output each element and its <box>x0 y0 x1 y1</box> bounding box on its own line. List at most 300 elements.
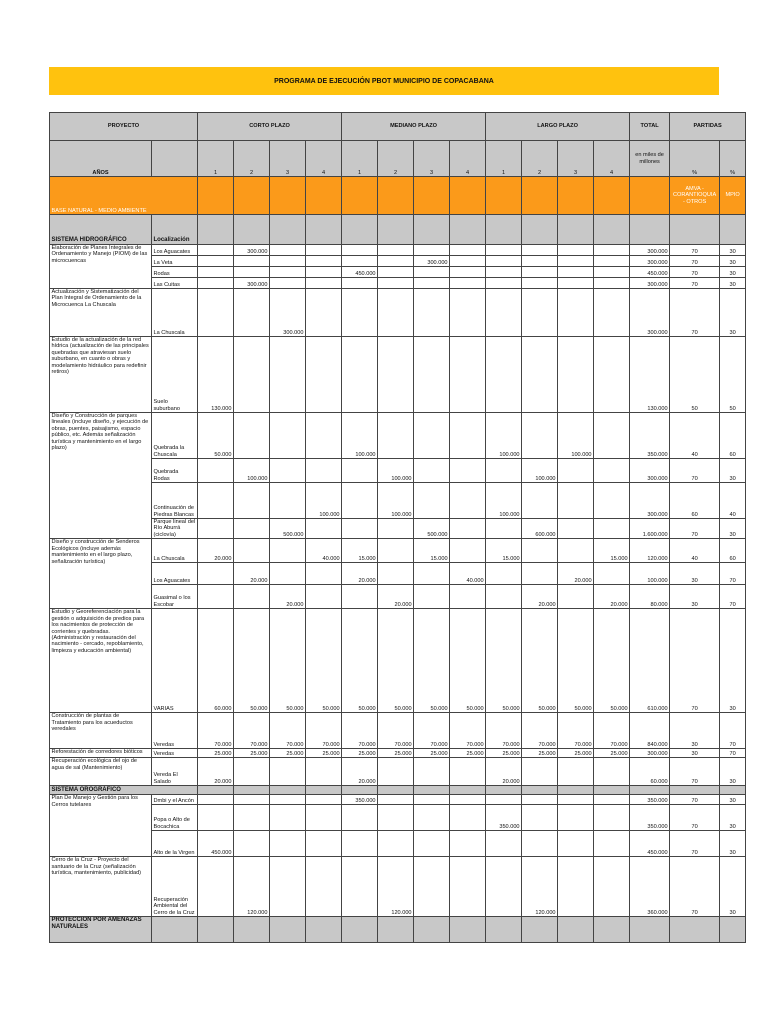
partida-amva-cell: 70 <box>670 459 720 483</box>
header-year: 3 <box>414 141 450 177</box>
section-base-natural: BASE NATURAL - MEDIO AMBIENTE <box>50 177 198 215</box>
amount-cell <box>234 805 270 831</box>
amount-cell: 500.000 <box>414 519 450 539</box>
amount-cell <box>270 758 306 786</box>
amount-cell <box>558 289 594 337</box>
amount-cell <box>234 539 270 563</box>
amount-cell: 300.000 <box>414 256 450 267</box>
amount-cell <box>522 758 558 786</box>
amount-cell: 20.000 <box>342 563 378 585</box>
amount-cell <box>414 245 450 256</box>
amount-cell: 20.000 <box>558 563 594 585</box>
amount-cell <box>306 857 342 917</box>
amount-cell <box>450 245 486 256</box>
location: Quebrada Rodas <box>152 459 198 483</box>
amount-cell <box>234 519 270 539</box>
table-row <box>50 749 746 758</box>
execution-table <box>49 112 746 943</box>
amount-cell <box>306 795 342 805</box>
amount-cell <box>414 585 450 609</box>
amount-cell: 20.000 <box>486 758 522 786</box>
partida-amva-cell: 40 <box>670 539 720 563</box>
amount-cell: 70.000 <box>342 713 378 749</box>
location: La Chuscala <box>152 539 198 563</box>
project-name: Plan De Manejo y Gestión para los Cerros tutelares <box>50 795 152 857</box>
document-title: PROGRAMA DE EJECUCIÓN PBOT MUNICIPIO DE COPACABANA <box>49 67 719 95</box>
amount-cell: 120.000 <box>522 857 558 917</box>
amount-cell <box>414 459 450 483</box>
amount-cell <box>558 831 594 857</box>
amount-cell <box>522 337 558 413</box>
location: Las Cuitas <box>152 278 198 289</box>
amount-cell <box>594 413 630 459</box>
partida-mpio-cell: 70 <box>720 585 746 609</box>
partida-mpio-cell: 70 <box>720 749 746 758</box>
amount-cell: 70.000 <box>594 713 630 749</box>
header-year: 1 <box>342 141 378 177</box>
amount-cell: 70.000 <box>558 713 594 749</box>
partida-mpio-cell: 30 <box>720 459 746 483</box>
table-row <box>50 289 746 337</box>
amount-cell: 70.000 <box>198 713 234 749</box>
total-cell: 350.000 <box>630 795 670 805</box>
location: La Chuscala <box>152 289 198 337</box>
table-row <box>50 267 746 278</box>
amount-cell <box>486 795 522 805</box>
amount-cell <box>558 539 594 563</box>
header-miles: en miles de millones <box>630 141 670 177</box>
header-partidas: PARTIDAS <box>670 113 746 141</box>
table-row <box>50 795 746 805</box>
partida-amva-cell: 40 <box>670 413 720 459</box>
location: Los Aguacates <box>152 245 198 256</box>
location: Quebrada la Chuscala <box>152 413 198 459</box>
amount-cell <box>198 857 234 917</box>
amount-cell <box>450 483 486 519</box>
section-proteccion-amenazas: PROTECCIÓN POR AMENAZAS NATURALES <box>50 917 152 943</box>
partida-amva-cell: 70 <box>670 758 720 786</box>
project-name: Reforestación de corredores bióticos <box>50 749 152 758</box>
partida-mpio-cell: 30 <box>720 278 746 289</box>
amount-cell <box>558 795 594 805</box>
amount-cell <box>594 857 630 917</box>
amount-cell <box>198 585 234 609</box>
amount-cell: 25.000 <box>522 749 558 758</box>
amount-cell <box>450 413 486 459</box>
amount-cell <box>234 585 270 609</box>
table-row <box>50 459 746 483</box>
amount-cell <box>486 267 522 278</box>
partida-mpio-cell: 30 <box>720 289 746 337</box>
amount-cell: 25.000 <box>450 749 486 758</box>
amount-cell: 70.000 <box>450 713 486 749</box>
header-year: 2 <box>234 141 270 177</box>
amount-cell <box>234 795 270 805</box>
amount-cell: 20.000 <box>378 585 414 609</box>
amount-cell <box>594 758 630 786</box>
header-year: 2 <box>522 141 558 177</box>
partida-mpio-cell: 70 <box>720 563 746 585</box>
amount-cell <box>522 539 558 563</box>
amount-cell <box>414 795 450 805</box>
partida-amva-cell: 70 <box>670 805 720 831</box>
amount-cell <box>522 795 558 805</box>
amount-cell <box>450 278 486 289</box>
amount-cell <box>198 563 234 585</box>
amount-cell <box>486 278 522 289</box>
amount-cell <box>450 519 486 539</box>
amount-cell: 15.000 <box>594 539 630 563</box>
amount-cell <box>270 413 306 459</box>
partida-amva-cell: 70 <box>670 245 720 256</box>
amount-cell <box>306 805 342 831</box>
header-total: TOTAL <box>630 113 670 141</box>
amount-cell <box>522 256 558 267</box>
amount-cell <box>558 857 594 917</box>
amount-cell <box>378 267 414 278</box>
amount-cell: 25.000 <box>234 749 270 758</box>
amount-cell: 100.000 <box>522 459 558 483</box>
partida-amva-cell: 50 <box>670 337 720 413</box>
amount-cell: 40.000 <box>450 563 486 585</box>
amount-cell: 70.000 <box>378 713 414 749</box>
total-cell: 450.000 <box>630 831 670 857</box>
table-row <box>50 245 746 256</box>
table-row <box>50 483 746 519</box>
total-cell: 130.000 <box>630 337 670 413</box>
amount-cell <box>342 585 378 609</box>
location: Los Aguacates <box>152 563 198 585</box>
table-row <box>50 413 746 459</box>
amount-cell <box>414 289 450 337</box>
amount-cell <box>306 758 342 786</box>
partida-amva-cell: 60 <box>670 483 720 519</box>
table-row <box>50 857 746 917</box>
amount-cell: 70.000 <box>486 713 522 749</box>
section-sistema-orografico: SISTEMA OROGRÁFICO <box>50 786 198 795</box>
amount-cell <box>306 413 342 459</box>
amount-cell: 350.000 <box>486 805 522 831</box>
amount-cell: 500.000 <box>270 519 306 539</box>
amount-cell <box>342 857 378 917</box>
amount-cell <box>522 831 558 857</box>
location: La Veta <box>152 256 198 267</box>
amount-cell: 50.000 <box>342 609 378 713</box>
amount-cell <box>198 267 234 278</box>
amount-cell: 25.000 <box>342 749 378 758</box>
amount-cell <box>342 831 378 857</box>
amount-cell <box>486 459 522 483</box>
amount-cell <box>342 459 378 483</box>
table-row <box>50 563 746 585</box>
amount-cell: 50.000 <box>378 609 414 713</box>
table-row <box>50 805 746 831</box>
location: VARIAS <box>152 609 198 713</box>
amount-cell <box>414 337 450 413</box>
amount-cell: 15.000 <box>414 539 450 563</box>
location: Rodas <box>152 267 198 278</box>
partida-amva-cell: 70 <box>670 256 720 267</box>
amount-cell <box>414 857 450 917</box>
amount-cell <box>306 289 342 337</box>
amount-cell <box>522 267 558 278</box>
amount-cell <box>234 758 270 786</box>
amount-cell: 50.000 <box>414 609 450 713</box>
amount-cell <box>234 413 270 459</box>
amount-cell <box>306 337 342 413</box>
amount-cell: 70.000 <box>306 713 342 749</box>
table-row <box>50 713 746 749</box>
amount-cell: 50.000 <box>234 609 270 713</box>
amount-cell <box>234 483 270 519</box>
amount-cell <box>558 805 594 831</box>
header-largo-plazo: LARGO PLAZO <box>486 113 630 141</box>
amount-cell <box>486 337 522 413</box>
total-cell: 360.000 <box>630 857 670 917</box>
amount-cell <box>486 585 522 609</box>
partida-mpio-cell: 30 <box>720 245 746 256</box>
partida-amva-cell: 70 <box>670 289 720 337</box>
amount-cell <box>270 459 306 483</box>
partida-mpio-cell: 60 <box>720 413 746 459</box>
project-name: Cerro de la Cruz - Proyecto del santuario de la Cruz (señalización turística, mantenimiento, publicidad) <box>50 857 152 917</box>
amount-cell: 70.000 <box>270 713 306 749</box>
table-row <box>50 831 746 857</box>
amount-cell <box>486 831 522 857</box>
partida-mpio-cell: 60 <box>720 539 746 563</box>
header-year: 3 <box>270 141 306 177</box>
header-year: 4 <box>306 141 342 177</box>
partida-amva-cell: 70 <box>670 609 720 713</box>
project-name: Recuperación ecológica del ojo de agua de sal (Mantenimiento) <box>50 758 152 786</box>
total-cell: 60.000 <box>630 758 670 786</box>
amount-cell <box>306 459 342 483</box>
amount-cell <box>558 256 594 267</box>
amount-cell <box>270 795 306 805</box>
table-row <box>50 141 746 177</box>
amount-cell: 20.000 <box>198 758 234 786</box>
amount-cell <box>414 805 450 831</box>
partida-mpio-cell: 30 <box>720 267 746 278</box>
amount-cell: 450.000 <box>198 831 234 857</box>
amount-cell <box>198 256 234 267</box>
amount-cell: 25.000 <box>558 749 594 758</box>
amount-cell <box>198 519 234 539</box>
table-row <box>50 278 746 289</box>
total-cell: 1.600.000 <box>630 519 670 539</box>
amount-cell <box>270 256 306 267</box>
amount-cell: 25.000 <box>486 749 522 758</box>
project-name: Elaboración de Planes Integrales de Ordenamiento y Manejo (PIOM) de las microcuencas <box>50 245 152 289</box>
location: Popa o Alto de Bocachica <box>152 805 198 831</box>
location: Vereda El Salado <box>152 758 198 786</box>
amount-cell <box>270 831 306 857</box>
amount-cell <box>594 805 630 831</box>
header-pct-2: % <box>720 141 746 177</box>
amount-cell <box>414 413 450 459</box>
amount-cell: 100.000 <box>378 459 414 483</box>
header-year: 2 <box>378 141 414 177</box>
amount-cell: 50.000 <box>486 609 522 713</box>
amount-cell <box>486 563 522 585</box>
amount-cell <box>522 483 558 519</box>
location: Guasimal o los Escobar <box>152 585 198 609</box>
amount-cell <box>450 831 486 857</box>
amount-cell <box>558 519 594 539</box>
partida-mpio-cell: 30 <box>720 758 746 786</box>
amount-cell <box>378 278 414 289</box>
partida-mpio-cell: 30 <box>720 805 746 831</box>
partida-mpio-cell: 50 <box>720 337 746 413</box>
total-cell: 300.000 <box>630 278 670 289</box>
amount-cell <box>522 289 558 337</box>
amount-cell <box>594 519 630 539</box>
amount-cell: 25.000 <box>378 749 414 758</box>
project-name: Diseño y construcción de Senderos Ecológicos (incluye además mantenimiento en el largo plazo, señalización turística) <box>50 539 152 609</box>
partida-amva-cell: 30 <box>670 713 720 749</box>
table-row <box>50 786 746 795</box>
amount-cell <box>558 267 594 278</box>
project-name: Actualización y Sistematización del Plan Integral de Ordenamiento de la Microcuenca La Chuscala <box>50 289 152 337</box>
amount-cell: 15.000 <box>342 539 378 563</box>
amount-cell <box>270 805 306 831</box>
amount-cell <box>198 278 234 289</box>
amount-cell: 25.000 <box>270 749 306 758</box>
partida-mpio-cell: 30 <box>720 519 746 539</box>
header-year: 4 <box>450 141 486 177</box>
project-name: Construcción de plantas de Tratamiento para los acueductos veredales <box>50 713 152 749</box>
table-row <box>50 256 746 267</box>
amount-cell <box>198 245 234 256</box>
amount-cell <box>378 563 414 585</box>
amount-cell <box>270 245 306 256</box>
amount-cell <box>486 245 522 256</box>
amount-cell: 300.000 <box>270 289 306 337</box>
partida-amva-cell: 70 <box>670 519 720 539</box>
amount-cell: 50.000 <box>198 413 234 459</box>
total-cell: 450.000 <box>630 267 670 278</box>
header-year: 1 <box>486 141 522 177</box>
amount-cell <box>414 267 450 278</box>
amount-cell <box>306 256 342 267</box>
table-row <box>50 758 746 786</box>
amount-cell <box>450 289 486 337</box>
partida-mpio: MPIO <box>720 177 746 215</box>
location: Suelo suburbano <box>152 337 198 413</box>
amount-cell <box>414 758 450 786</box>
amount-cell <box>450 539 486 563</box>
amount-cell <box>414 483 450 519</box>
amount-cell <box>450 256 486 267</box>
amount-cell: 100.000 <box>234 459 270 483</box>
partida-mpio-cell: 30 <box>720 256 746 267</box>
amount-cell <box>558 758 594 786</box>
location: Parque lineal del Río Aburrá (ciclovía) <box>152 519 198 539</box>
partida-amva-cell: 30 <box>670 585 720 609</box>
partida-mpio-cell: 70 <box>720 713 746 749</box>
amount-cell <box>198 805 234 831</box>
amount-cell: 20.000 <box>522 585 558 609</box>
amount-cell <box>486 519 522 539</box>
amount-cell: 50.000 <box>306 609 342 713</box>
table-row <box>50 177 746 215</box>
amount-cell: 450.000 <box>342 267 378 278</box>
amount-cell <box>198 289 234 337</box>
total-cell: 350.000 <box>630 413 670 459</box>
amount-cell: 50.000 <box>270 609 306 713</box>
amount-cell <box>450 459 486 483</box>
amount-cell: 120.000 <box>234 857 270 917</box>
table-row <box>50 113 746 141</box>
amount-cell <box>270 483 306 519</box>
amount-cell <box>486 256 522 267</box>
amount-cell <box>270 267 306 278</box>
amount-cell <box>234 256 270 267</box>
amount-cell: 70.000 <box>234 713 270 749</box>
amount-cell: 20.000 <box>594 585 630 609</box>
amount-cell <box>342 289 378 337</box>
amount-cell <box>234 337 270 413</box>
amount-cell: 100.000 <box>486 483 522 519</box>
amount-cell <box>522 245 558 256</box>
header-pct-1: % <box>670 141 720 177</box>
partida-amva-cell: 70 <box>670 857 720 917</box>
total-cell: 300.000 <box>630 749 670 758</box>
amount-cell <box>306 519 342 539</box>
total-cell: 120.000 <box>630 539 670 563</box>
table-row <box>50 609 746 713</box>
table-row <box>50 917 746 943</box>
total-cell: 840.000 <box>630 713 670 749</box>
location: Veredas <box>152 713 198 749</box>
amount-cell <box>378 256 414 267</box>
table-row <box>50 215 746 245</box>
amount-cell <box>558 459 594 483</box>
amount-cell <box>306 267 342 278</box>
project-name: Diseño y Construcción de parques lineales (incluye diseño, y ejecución de obras, puentes, paisajismo, espacio público, etc. Además señalización turística y mantenimiento en el largo plazo) <box>50 413 152 539</box>
amount-cell: 20.000 <box>270 585 306 609</box>
amount-cell <box>558 483 594 519</box>
partida-amva-cell: 30 <box>670 749 720 758</box>
amount-cell <box>306 585 342 609</box>
table-row <box>50 539 746 563</box>
amount-cell <box>306 245 342 256</box>
amount-cell <box>450 795 486 805</box>
partida-mpio-cell: 30 <box>720 609 746 713</box>
amount-cell <box>594 563 630 585</box>
amount-cell: 25.000 <box>594 749 630 758</box>
location: Alto de la Virgen <box>152 831 198 857</box>
amount-cell: 300.000 <box>234 278 270 289</box>
amount-cell <box>558 585 594 609</box>
partida-mpio-cell: 30 <box>720 857 746 917</box>
amount-cell: 120.000 <box>378 857 414 917</box>
table-row <box>50 337 746 413</box>
amount-cell <box>342 245 378 256</box>
amount-cell <box>558 278 594 289</box>
amount-cell <box>198 795 234 805</box>
amount-cell: 50.000 <box>558 609 594 713</box>
amount-cell <box>270 539 306 563</box>
amount-cell: 300.000 <box>234 245 270 256</box>
amount-cell <box>522 805 558 831</box>
amount-cell: 70.000 <box>414 713 450 749</box>
amount-cell <box>234 289 270 337</box>
amount-cell <box>450 337 486 413</box>
partida-mpio-cell: 30 <box>720 831 746 857</box>
project-name: Estudio y Georeferenciación para la gestión o adquisición de predios para los nacimientos de protección de corrientes y quebradas. (Administración y restauración del nacimiento - cercado, repoblamiento, limpieza y educación ambiental) <box>50 609 152 713</box>
amount-cell <box>342 278 378 289</box>
